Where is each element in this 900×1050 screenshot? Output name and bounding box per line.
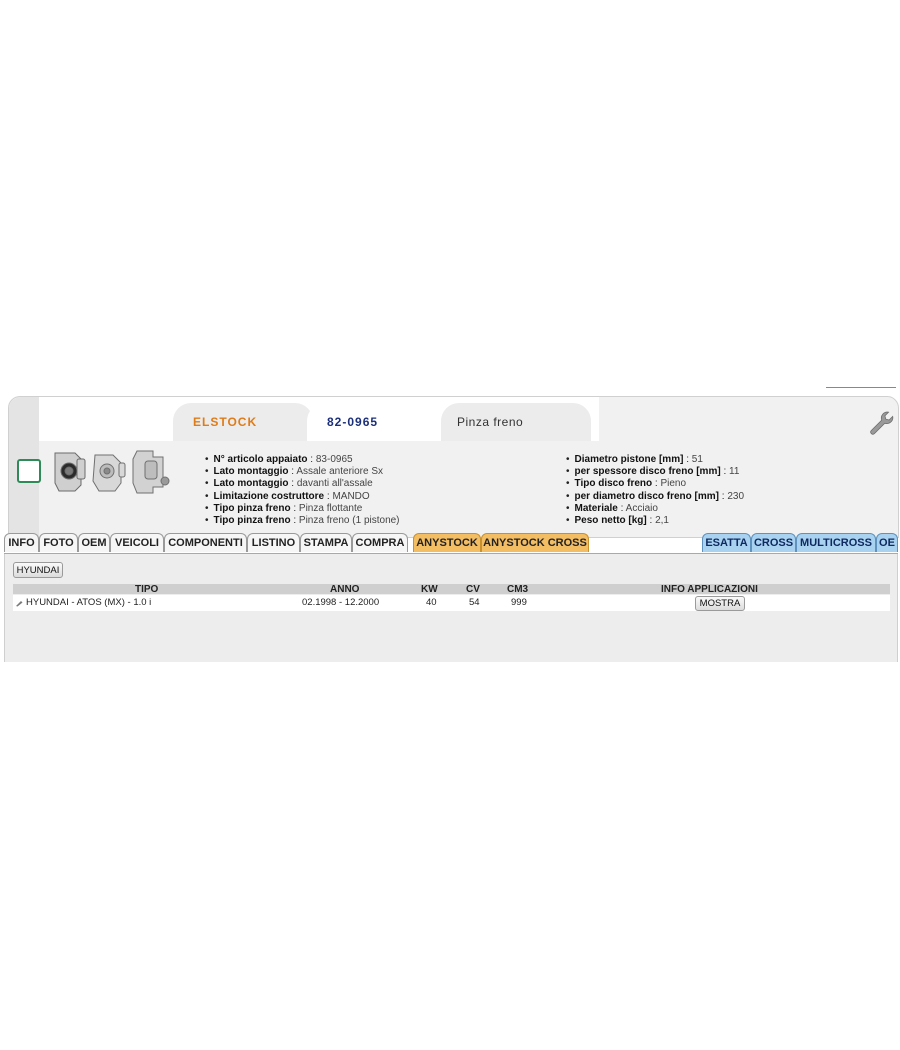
vehicles-table-header xyxy=(13,584,890,594)
cell-tipo[interactable]: HYUNDAI - ATOS (MX) - 1.0 i xyxy=(26,597,152,608)
tab-veicoli[interactable]: VEICOLI xyxy=(110,533,164,552)
tab-multicross[interactable]: MULTICROSS xyxy=(796,533,876,552)
property-item: • Tipo pinza freno : Pinza freno (1 pistone) xyxy=(205,515,400,527)
column-header-cv: CV xyxy=(466,584,480,595)
property-item: • Diametro pistone [mm] : 51 xyxy=(566,454,744,466)
column-header-cm3: CM3 xyxy=(507,584,529,595)
column-header-info: INFO APPLICAZIONI xyxy=(661,584,758,595)
cell-anno: 02.1998 - 12.2000 xyxy=(302,597,380,608)
make-filter-button[interactable]: HYUNDAI xyxy=(13,562,63,578)
property-item: • N° articolo appaiato : 83-0965 xyxy=(205,454,400,466)
property-item: • Lato montaggio : davanti all'assale xyxy=(205,478,400,490)
column-header-anno: ANNO xyxy=(330,584,360,595)
property-item: • per spessore disco freno [mm] : 11 xyxy=(566,466,744,478)
property-item: • Tipo pinza freno : Pinza flottante xyxy=(205,503,400,515)
pencil-icon xyxy=(15,599,24,607)
wrench-icon[interactable] xyxy=(867,409,895,437)
cell-kw: 40 xyxy=(426,597,437,608)
article-description: Pinza freno xyxy=(441,403,591,441)
property-item: • Peso netto [kg] : 2,1 xyxy=(566,515,744,527)
tab-compra[interactable]: COMPRA xyxy=(352,533,408,552)
tab-listino[interactable]: LISTINO xyxy=(247,533,300,552)
top-divider xyxy=(826,387,896,388)
property-item: • Lato montaggio : Assale anteriore Sx xyxy=(205,466,400,478)
properties-left xyxy=(205,454,400,527)
vehicles-content xyxy=(4,554,898,662)
property-item: • Limitazione costruttore : MANDO xyxy=(205,491,400,503)
property-item: • Tipo disco freno : Pieno xyxy=(566,478,744,490)
caliper-photo[interactable] xyxy=(49,441,174,499)
select-checkbox[interactable] xyxy=(17,459,41,483)
product-panel xyxy=(4,390,898,662)
product-card xyxy=(8,396,899,538)
show-applications-button[interactable]: MOSTRA xyxy=(695,596,745,611)
property-item: • Materiale : Acciaio xyxy=(566,503,744,515)
tab-foto[interactable]: FOTO xyxy=(39,533,78,552)
properties-right xyxy=(566,454,744,527)
table-row[interactable] xyxy=(13,595,890,611)
tab-oem[interactable]: OEM xyxy=(78,533,110,552)
property-item: • per diametro disco freno [mm] : 230 xyxy=(566,491,744,503)
article-code[interactable]: 82-0965 xyxy=(307,403,445,441)
tab-esatta[interactable]: ESATTA xyxy=(702,533,751,552)
brand-label: ELSTOCK xyxy=(173,403,313,441)
tab-info[interactable]: INFO xyxy=(4,533,39,552)
tab-bar xyxy=(4,533,898,554)
tab-cross[interactable]: CROSS xyxy=(751,533,796,552)
column-header-kw: KW xyxy=(421,584,438,595)
column-header-tipo: TIPO xyxy=(135,584,159,595)
cell-cm3: 999 xyxy=(511,597,527,608)
tab-stampa[interactable]: STAMPA xyxy=(300,533,352,552)
tab-anystock[interactable]: ANYSTOCK xyxy=(413,533,481,552)
tab-componenti[interactable]: COMPONENTI xyxy=(164,533,247,552)
tab-anystock-cross[interactable]: ANYSTOCK CROSS xyxy=(481,533,589,552)
tab-oe[interactable]: OE xyxy=(876,533,898,552)
cell-cv: 54 xyxy=(469,597,480,608)
